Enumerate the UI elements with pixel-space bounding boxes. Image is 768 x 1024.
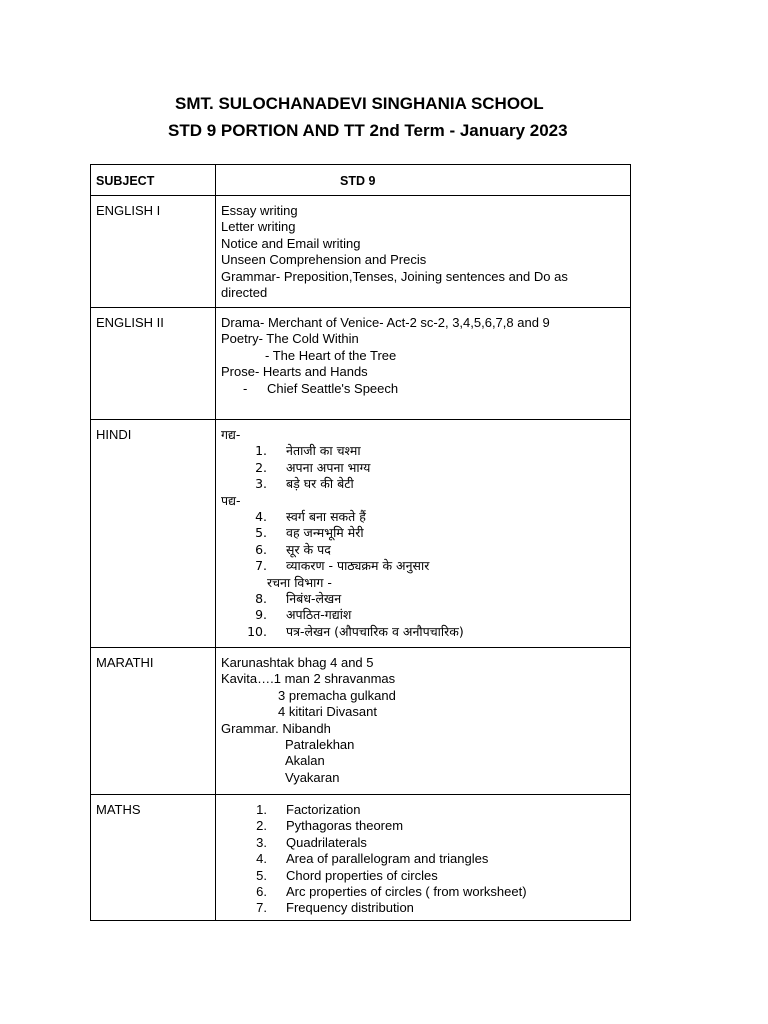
portion-cell — [216, 795, 631, 921]
portion-line: directed — [221, 285, 268, 301]
portion-table — [90, 164, 631, 921]
subject-cell: ENGLISH I — [91, 196, 216, 308]
portion-line: Essay writing — [221, 203, 298, 218]
portion-cell — [216, 308, 631, 420]
list-item: 4. स्वर्ग बना सकते हैं — [255, 509, 366, 525]
portion-line: - The Heart of the Tree — [265, 347, 397, 363]
section-heading: पद्य- — [221, 492, 241, 508]
column-header-std: STD 9 — [216, 165, 631, 196]
list-item: 6. सूर के पद — [255, 541, 331, 557]
portion-line: Drama- Merchant of Venice- Act-2 sc-2, 3,4,5,6,7,8 and 9 — [221, 315, 550, 330]
table-header-row — [91, 165, 631, 196]
portion-line: Grammar. Nibandh — [221, 720, 331, 736]
portion-line-text: Chief Seattle's Speech — [267, 380, 399, 396]
portion-line: Notice and Email writing — [221, 235, 361, 251]
portion-line: 3 premacha gulkand — [278, 687, 396, 703]
portion-line: Vyakaran — [285, 769, 340, 785]
subject-cell: HINDI — [91, 420, 216, 648]
table-row-english-2 — [91, 308, 631, 420]
portion-cell — [216, 196, 631, 308]
portion-line: Letter writing — [221, 219, 296, 235]
list-item: 3. Quadrilaterals — [256, 834, 367, 850]
subject-cell: ENGLISH II — [91, 308, 216, 420]
dash-marker: - — [243, 380, 248, 396]
table-row-hindi — [91, 420, 631, 648]
table-row-maths — [91, 795, 631, 921]
list-item: 6. Arc properties of circles ( from worksheet) — [256, 884, 527, 900]
list-item: 2. Pythagoras theorem — [256, 818, 404, 834]
section-heading: गद्य- — [221, 427, 241, 442]
table-row-english-1 — [91, 196, 631, 308]
list-item: 8. निबंध-लेखन — [255, 591, 342, 607]
portion-line: Grammar- Preposition,Tenses, Joining sentences and Do as — [221, 268, 568, 284]
list-item: 7. Frequency distribution — [256, 900, 414, 916]
column-header-subject: SUBJECT — [91, 165, 216, 196]
list-item: 5. वह जन्मभूमि मेरी — [255, 525, 364, 541]
portion-line: Akalan — [285, 753, 325, 769]
list-item: 4. Area of parallelogram and triangles — [256, 851, 489, 867]
portion-line: Prose- Hearts and Hands — [221, 364, 368, 380]
list-item: 5. Chord properties of circles — [256, 867, 438, 883]
subject-cell: MATHS — [91, 795, 216, 921]
list-item: 2. अपना अपना भाग्य — [255, 459, 371, 475]
portion-line: Kavita….1 man 2 shravanmas — [221, 671, 396, 687]
list-item: 10. पत्र-लेखन (औपचारिक व अनौपचारिक) — [247, 623, 464, 639]
portion-line: Karunashtak bhag 4 and 5 — [221, 655, 374, 670]
portion-line: Patralekhan — [285, 737, 355, 753]
portion-line: Unseen Comprehension and Precis — [221, 252, 427, 268]
portion-cell — [216, 648, 631, 795]
subject-cell: MARATHI — [91, 648, 216, 795]
school-name: SMT. SULOCHANADEVI SINGHANIA SCHOOL — [175, 94, 544, 113]
section-heading: रचना विभाग - — [267, 574, 332, 590]
list-item: 7. व्याकरण - पाठ्यक्रम के अनुसार — [255, 558, 430, 574]
portion-line: Poetry- The Cold Within — [221, 331, 359, 347]
portion-line — [221, 381, 625, 397]
page-title: STD 9 PORTION AND TT 2nd Term - January 2023 — [168, 121, 568, 140]
list-item: 1. नेताजी का चश्मा — [255, 443, 361, 459]
list-item: 3. बड़े घर की बेटी — [255, 476, 354, 492]
list-item: 9. अपठित-गद्यांश — [255, 607, 352, 623]
table-row-marathi — [91, 648, 631, 795]
portion-cell — [216, 420, 631, 648]
list-item: 1. Factorization — [256, 802, 361, 817]
portion-line: 4 kititari Divasant — [278, 704, 377, 720]
